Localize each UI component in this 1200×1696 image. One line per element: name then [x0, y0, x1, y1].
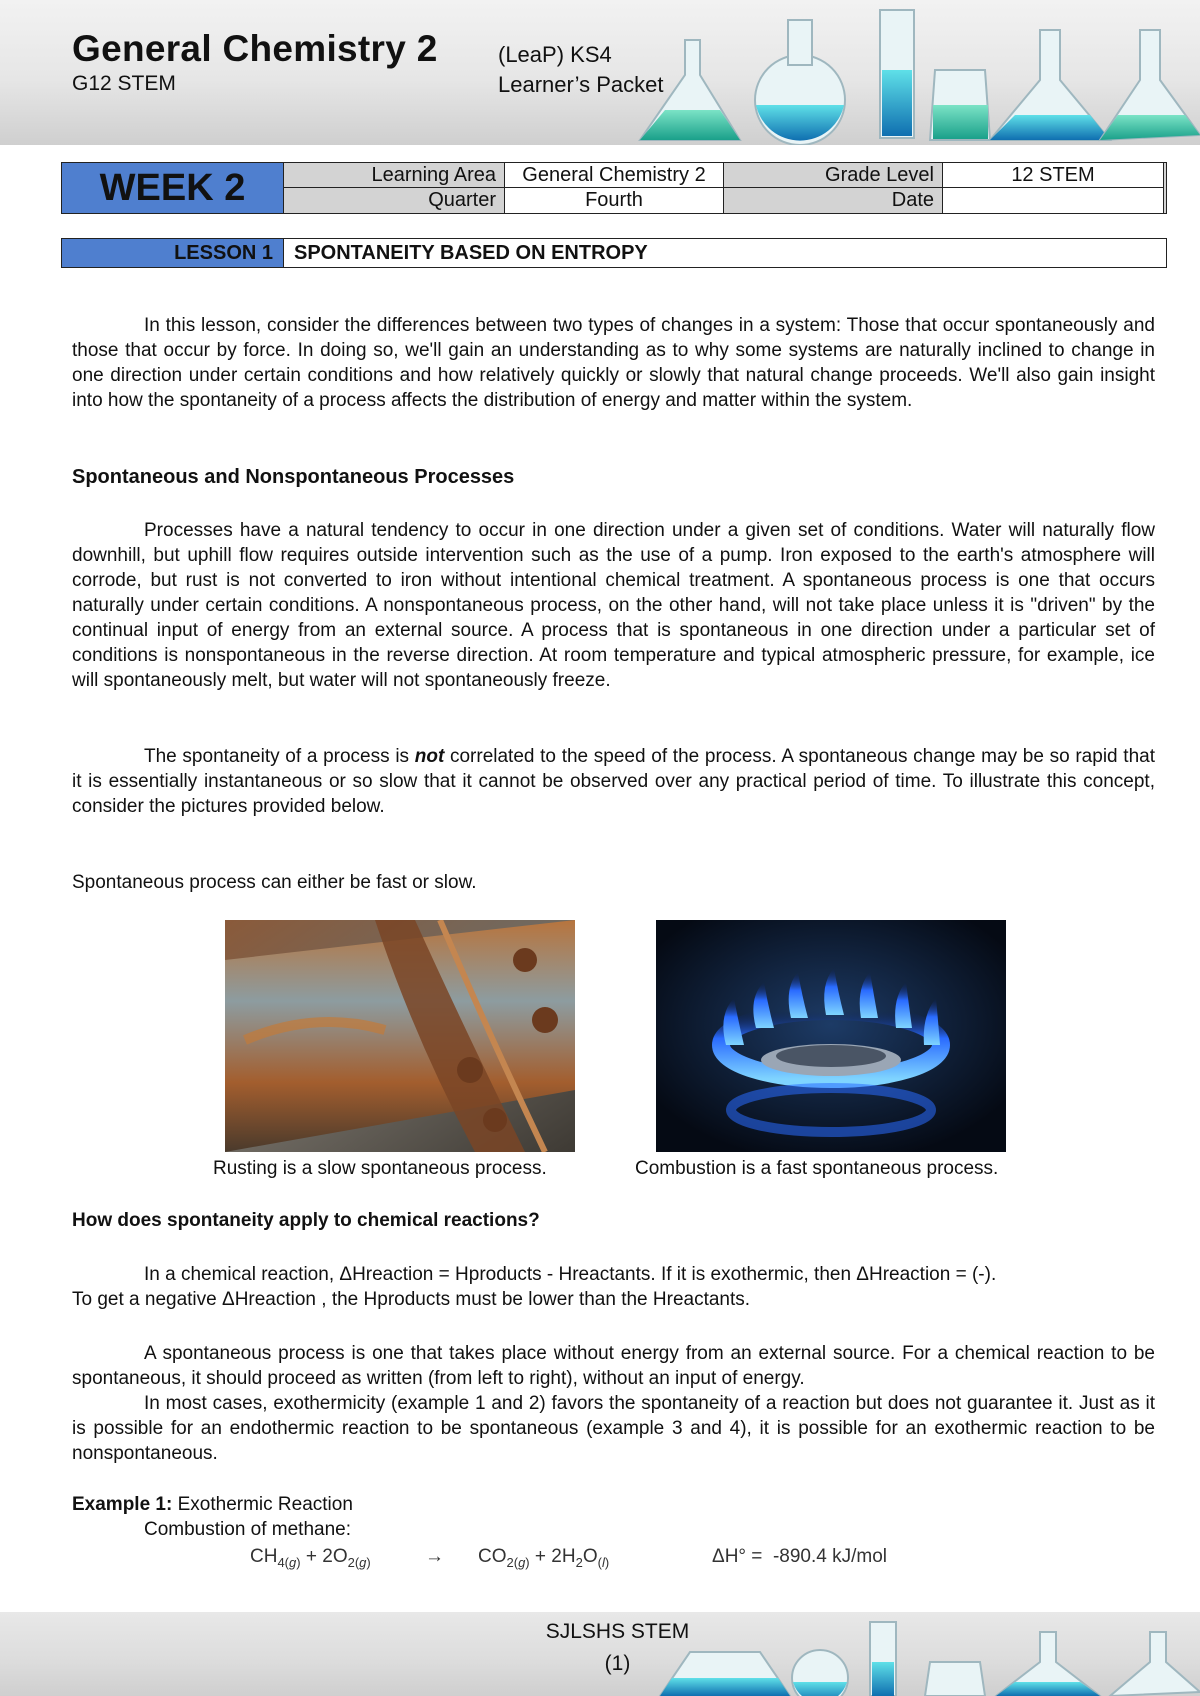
speed-paragraph: [72, 744, 1155, 819]
gas-flame-image: [656, 920, 1006, 1152]
spontaneous-definition-paragraph: A spontaneous process is one that takes place without energy from an external source. For a chemical reaction to be spontaneous, it should proceed as written (from left to right), without an input of energy.: [72, 1343, 1155, 1389]
enthalpy-paragraph: [72, 1262, 1155, 1312]
figures-lead: Spontaneous process can either be fast or slow.: [72, 872, 477, 893]
quarter-label: Quarter: [428, 189, 496, 211]
grade-level-label: Grade Level: [724, 163, 942, 188]
footer-school: SJLSHS STEM: [545, 1620, 690, 1643]
section-heading-processes: Spontaneous and Nonspontaneous Processes: [72, 466, 515, 488]
header-banner: [0, 0, 1200, 145]
speed-text-a: The spontaneity of a process is: [144, 746, 415, 767]
exothermicity-paragraph: In most cases, exothermicity (example 1 and 2) favors the spontaneity of a reaction but does not guarantee it. Just as it is possible for an endothermic reaction to be spontaneous (example 3 and 4), it is possible for an exothermic reaction to be nonspontaneous.: [72, 1393, 1155, 1464]
rusted-pipe-image: [225, 920, 575, 1152]
enthalpy-change-value: -890.4 kJ/mol: [772, 1546, 887, 1567]
packet-name: Learner’s Packet: [498, 72, 664, 97]
page-footer: [0, 1612, 1200, 1696]
date-value: [942, 188, 1164, 213]
quarter-value: Fourth: [504, 188, 724, 213]
equation-products: $CO_{2(g)} + 2H_2O_{(l)}$: [478, 1546, 610, 1570]
date-label: Date: [891, 189, 934, 211]
section-heading-reactions: How does spontaneity apply to chemical reactions?: [72, 1210, 540, 1231]
equation-arrow: →: [425, 1546, 444, 1567]
example-1: [72, 1492, 1155, 1542]
page-number: (1): [604, 1652, 631, 1675]
enthalpy-line-2: To get a negative ΔHreaction , the Hproducts must be lower than the Hreactants.: [72, 1289, 751, 1310]
processes-paragraph: Processes have a natural tendency to occur in one direction under a given set of conditions. Water will naturally flow downhill, but uphill flow requires outside intervention such as the use of a pump. Iron exposed to the earth's atmosphere will corrode, but rust is not converted to iron without intentional chemical treatment. A spontaneous process is one that occurs naturally under certain conditions. A nonspontaneous process, on the other hand, will not take place unless it is "driven" by the continual input of energy from an external source. A process that is spontaneous in one direction under a particular set of conditions is nonspontaneous in the reverse direction. At room temperature and typical atmospheric pressure, for example, ice will spontaneously melt, but water will not spontaneously freeze.: [72, 520, 1155, 691]
week-label: WEEK 2: [62, 163, 284, 213]
info-table: [61, 162, 1167, 214]
learning-area-value: General Chemistry 2: [504, 163, 724, 188]
enthalpy-line-1: In a chemical reaction, ΔHreaction = Hproducts - Hreactants. If it is exothermic, then ΔHreaction = (-).: [144, 1264, 997, 1285]
lesson-number: LESSON 1: [62, 239, 284, 267]
enthalpy-change: [712, 1546, 887, 1568]
grade-strand: G12 STEM: [72, 72, 176, 95]
speed-text-b: correlated to the speed of the process. A spontaneous change may be so rapid that it is essentially instantaneous or so slow that it cannot be observed over any practical period of time. To illustrate this concept, consider the pictures provided below.: [72, 746, 1155, 817]
example-1-label: Example 1:: [72, 1494, 173, 1515]
grade-level-value: 12 STEM: [942, 163, 1164, 188]
speed-text-emphasis: not: [414, 746, 445, 767]
lesson-title: SPONTANEITY BASED ON ENTROPY: [294, 241, 648, 264]
example-1-type: Exothermic Reaction: [177, 1494, 353, 1515]
enthalpy-change-label: ΔH° =: [712, 1546, 763, 1567]
flame-caption: Combustion is a fast spontaneous process.: [635, 1158, 999, 1179]
example-1-description: Combustion of methane:: [144, 1519, 352, 1540]
lesson-bar: [61, 238, 1167, 268]
rust-caption: Rusting is a slow spontaneous process.: [213, 1158, 547, 1179]
learning-area-label: Learning Area: [284, 163, 504, 188]
intro-paragraph: In this lesson, consider the differences between two types of changes in a system: Those that occur spontaneously and those that occur by force. In doing so, we'll gain an understanding as to why some systems are naturally inclined to change in one direction under certain conditions and how relatively quickly or slowly that natural change proceeds. We'll also gain insight into how the spontaneity of a process affects the distribution of energy and matter within the system.: [72, 315, 1155, 411]
document-title: General Chemistry 2: [72, 28, 438, 69]
equation-reactants: $CH_{4(g)} + 2O_{2(g)}$: [250, 1546, 371, 1570]
packet-code: (LeaP) KS4: [498, 42, 612, 67]
